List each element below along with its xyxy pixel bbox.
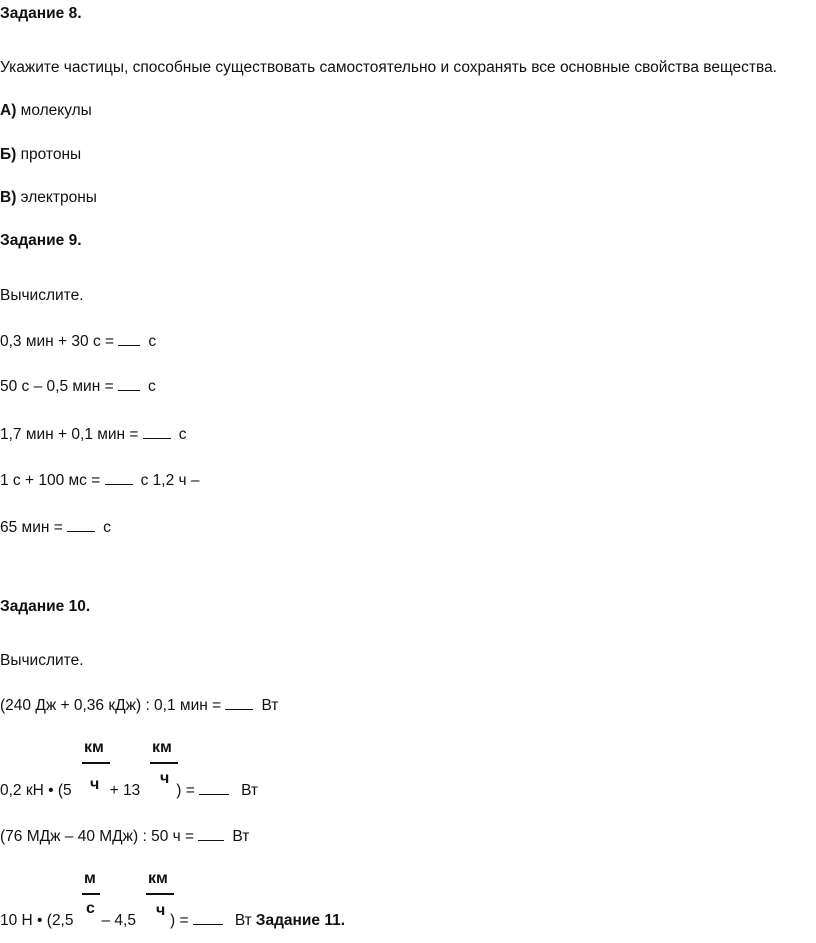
fraction-h-denominator: ч (156, 902, 166, 919)
expression: 1 с + 100 мс = (0, 472, 105, 489)
answer-blank[interactable] (143, 424, 171, 439)
fraction-h-denominator: ч (160, 770, 170, 787)
task10-heading: Задание 10. (0, 598, 91, 615)
fraction-h-denominator: ч (90, 776, 100, 793)
task11-heading: Задание 11. (255, 912, 346, 929)
expression-suffix: ) = (176, 782, 200, 799)
option-a (0, 101, 92, 121)
fraction-s-denominator: с (86, 900, 95, 917)
task9-line-2 (0, 376, 156, 397)
task9-instruction: Вычислите. (0, 287, 84, 304)
expression-prefix: 10 Н • (2,5 (0, 912, 74, 929)
unit: Вт (241, 782, 259, 799)
task9-line-5 (0, 517, 111, 538)
fraction-km-numerator: км (148, 870, 168, 887)
unit: Вт (261, 697, 279, 714)
task9-line-4 (0, 470, 200, 491)
answer-blank[interactable] (67, 517, 95, 532)
expression: (240 Дж + 0,36 кДж) : 0,1 мин = (0, 697, 226, 714)
expression: 65 мин = (0, 519, 68, 536)
expression: 1,7 мин + 0,1 мин = (0, 426, 143, 443)
task10-line-1 (0, 695, 278, 716)
expression-middle: + 13 (109, 782, 141, 799)
answer-blank[interactable] (105, 470, 133, 485)
task9-line-3 (0, 424, 187, 445)
option-c-letter: В) (0, 189, 17, 206)
task10-line-3 (0, 826, 249, 847)
expression: (76 МДж – 40 МДж) : 50 ч = (0, 828, 199, 845)
expression-prefix: 0,2 кН • (5 (0, 782, 72, 799)
answer-blank[interactable] (193, 910, 223, 925)
option-b (0, 145, 81, 165)
fraction-m-numerator: м (84, 870, 96, 887)
task9-line-1 (0, 331, 156, 352)
task10-instruction: Вычислите. (0, 652, 84, 669)
unit: с (147, 378, 156, 395)
unit: с (103, 519, 111, 536)
answer-blank[interactable] (198, 826, 224, 841)
task8-question: Укажите частицы, способные существовать самостоятельно и сохранять все основные свойства вещества. (0, 59, 777, 76)
unit: с (148, 333, 157, 350)
task9-heading: Задание 9. (0, 232, 82, 249)
answer-blank[interactable] (118, 376, 140, 391)
option-b-text: протоны (20, 146, 82, 163)
fraction-bar (146, 893, 174, 895)
option-c-text: электроны (20, 189, 97, 206)
expression: 50 с – 0,5 мин = (0, 378, 118, 395)
fraction-km-numerator: км (84, 739, 104, 756)
task10-line-4 (0, 910, 345, 931)
expression-suffix: ) = (169, 912, 193, 929)
option-c (0, 188, 97, 208)
unit: с 1,2 ч – (140, 472, 200, 489)
expression-middle: – 4,5 (101, 912, 136, 929)
answer-blank[interactable] (199, 780, 229, 795)
option-a-letter: А) (0, 102, 17, 119)
unit: с (178, 426, 187, 443)
task8-heading: Задание 8. (0, 5, 82, 22)
fraction-bar (150, 762, 178, 764)
expression: 0,3 мин + 30 с = (0, 333, 119, 350)
unit: Вт (234, 912, 252, 929)
option-b-letter: Б) (0, 146, 17, 163)
option-a-text: молекулы (20, 102, 92, 119)
answer-blank[interactable] (118, 331, 140, 346)
task10-line-2 (0, 780, 258, 801)
answer-blank[interactable] (225, 695, 253, 710)
fraction-bar (82, 762, 110, 764)
fraction-bar (82, 893, 100, 895)
unit: Вт (232, 828, 250, 845)
fraction-km-numerator: км (152, 739, 172, 756)
